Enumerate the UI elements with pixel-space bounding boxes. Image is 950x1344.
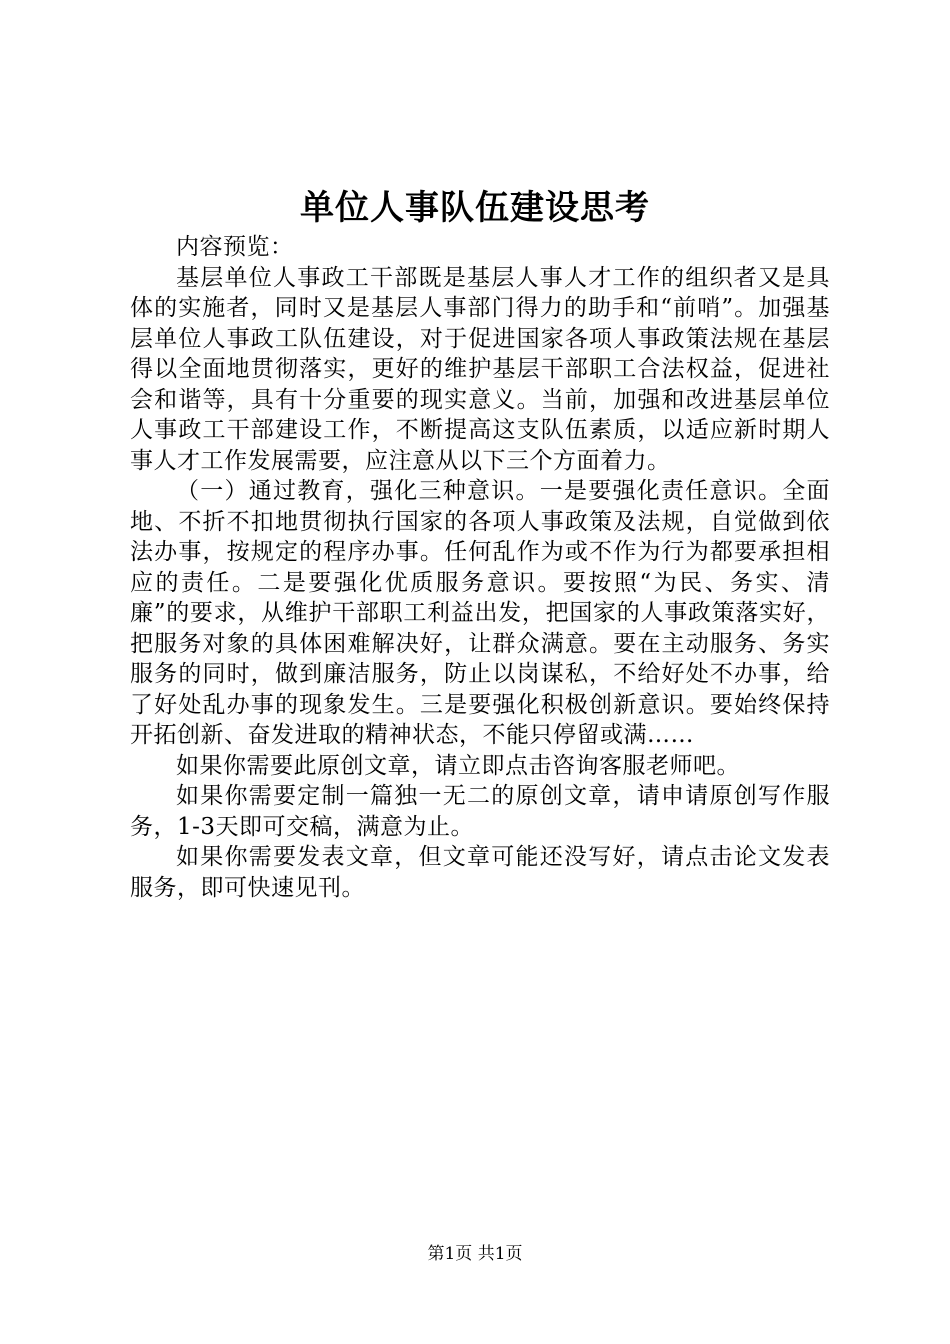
document-title: 单位人事队伍建设思考 [300, 188, 650, 228]
publish-service-paragraph: 如果你需要发表文章，但文章可能还没写好，请点击论文发表服务，即可快速见刊。 [130, 844, 830, 901]
section-one-paragraph: （一）通过教育，强化三种意识。一是要强化责任意识。全面地、不折不扣地贯彻执行国家的各项人事政策及法规，自觉做到依法办事，按规定的程序办事。任何乱作为或不作为行为都要承担相应的责任。二是要强化优质服务意识。要按照“为民、务实、清廉”的要求，从维护干部职工利益出发，把国家的人事政策落实好，把服务对象的具体困难解决好，让群众满意。要在主动服务、务实服务的同时，做到廉洁服务，防止以岗谋私，不给好处不办事，给了好处乱办事的现象发生。三是要强化积极创新意识。要始终保持开拓创新、奋发进取的精神状态，不能只停留或满…… [130, 478, 830, 748]
preview-label: 内容预览： [176, 234, 294, 260]
intro-paragraph: 基层单位人事政工干部既是基层人事人才工作的组织者又是具体的实施者，同时又是基层人事部门得力的助手和“前哨”。加强基层单位人事政工队伍建设，对于促进国家各项人事政策法规在基层得以全面地贯彻落实，更好的维护基层干部职工合法权益，促进社会和谐等，具有十分重要的现实意义。当前，加强和改进基层单位人事政工干部建设工作，不断提高这支队伍素质，以适应新时期人事人才工作发展需要，应注意从以下三个方面着力。 [130, 264, 830, 474]
consult-service-paragraph: 如果你需要此原创文章，请立即点击咨询客服老师吧。 [176, 752, 740, 779]
document-body [130, 232, 830, 903]
page-number-footer: 第1页 共1页 [427, 1244, 523, 1264]
custom-writing-paragraph: 如果你需要定制一篇独一无二的原创文章，请申请原创写作服务，1-3天即可交稿，满意为止。 [130, 783, 830, 840]
